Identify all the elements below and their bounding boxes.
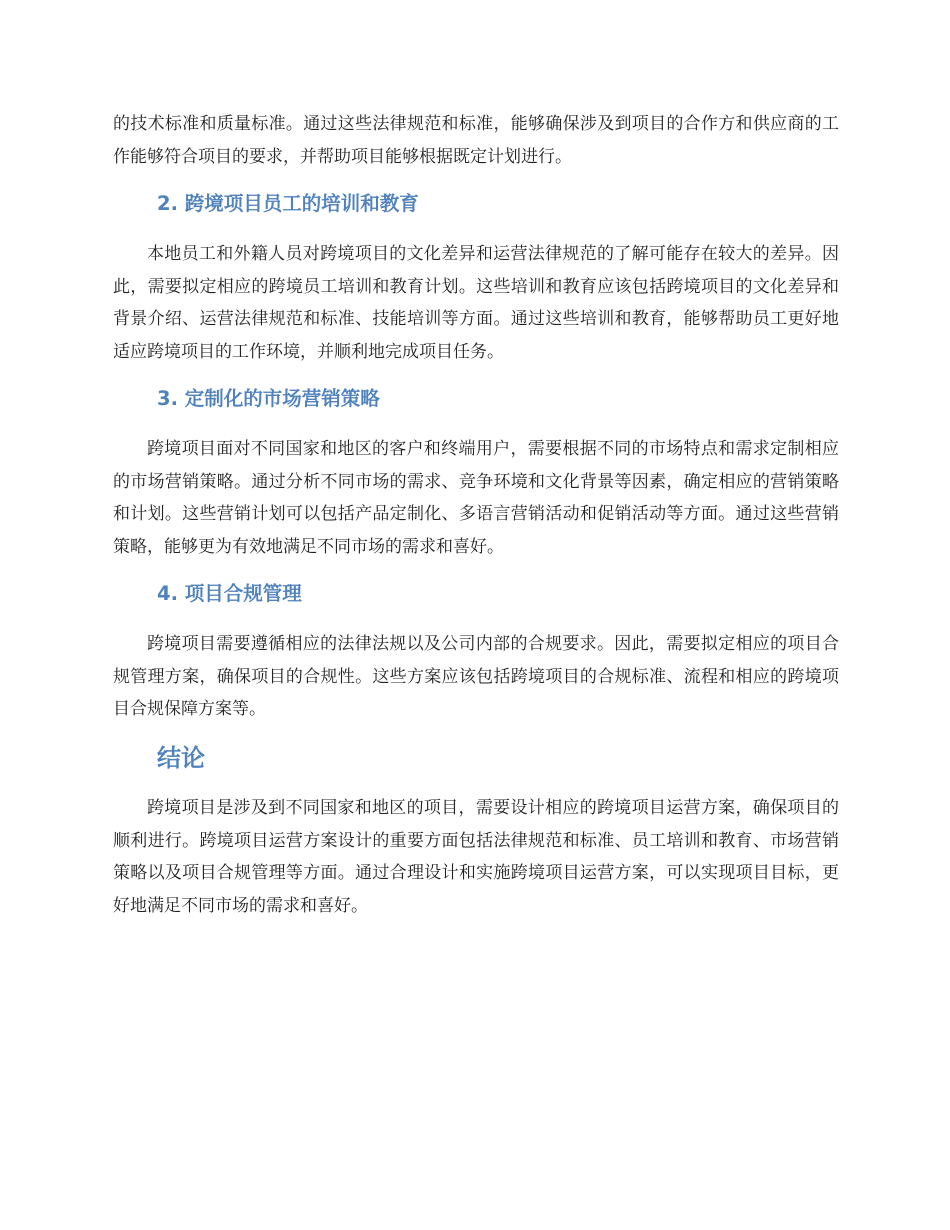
section-2-heading: 2. 跨境项目员工的培训和教育 [157, 192, 419, 215]
intro-paragraph: 的技术标准和质量标准。通过这些法律规范和标准，能够确保涉及到项目的合作方和供应商的工作能够符合项目的要求，并帮助项目能够根据既定计划进行。 [113, 114, 839, 167]
section-3-paragraph: 跨境项目面对不同国家和地区的客户和终端用户，需要根据不同的市场特点和需求定制相应的市场营销策略。通过分析不同市场的需求、竞争环境和文化背景等因素，确定相应的营销策略和计划。这些营销计划可以包括产品定制化、多语言营销活动和促销活动等方面。通过这些营销策略，能够更为有效地满足不同市场的需求和喜好。 [113, 439, 839, 557]
section-3-heading: 3. 定制化的市场营销策略 [157, 387, 380, 410]
section-4-paragraph: 跨境项目需要遵循相应的法律法规以及公司内部的合规要求。因此，需要拟定相应的项目合规管理方案，确保项目的合规性。这些方案应该包括跨境项目的合规标准、流程和相应的跨境项目合规保障方案等。 [113, 634, 839, 719]
section-2-paragraph: 本地员工和外籍人员对跨境项目的文化差异和运营法律规范的了解可能存在较大的差异。因此，需要拟定相应的跨境员工培训和教育计划。这些培训和教育应该包括跨境项目的文化差异和背景介绍、运营法律规范和标准、技能培训等方面。通过这些培训和教育，能够帮助员工更好地适应跨境项目的工作环境，并顺利地完成项目任务。 [113, 244, 839, 362]
conclusion-paragraph: 跨境项目是涉及到不同国家和地区的项目，需要设计相应的跨境项目运营方案，确保项目的顺利进行。跨境项目运营方案设计的重要方面包括法律规范和标准、员工培训和教育、市场营销策略以及项目合规管理等方面。通过合理设计和实施跨境项目运营方案，可以实现项目目标，更好地满足不同市场的需求和喜好。 [113, 798, 839, 916]
conclusion-heading: 结论 [157, 744, 205, 772]
section-4-heading: 4. 项目合规管理 [157, 582, 302, 605]
